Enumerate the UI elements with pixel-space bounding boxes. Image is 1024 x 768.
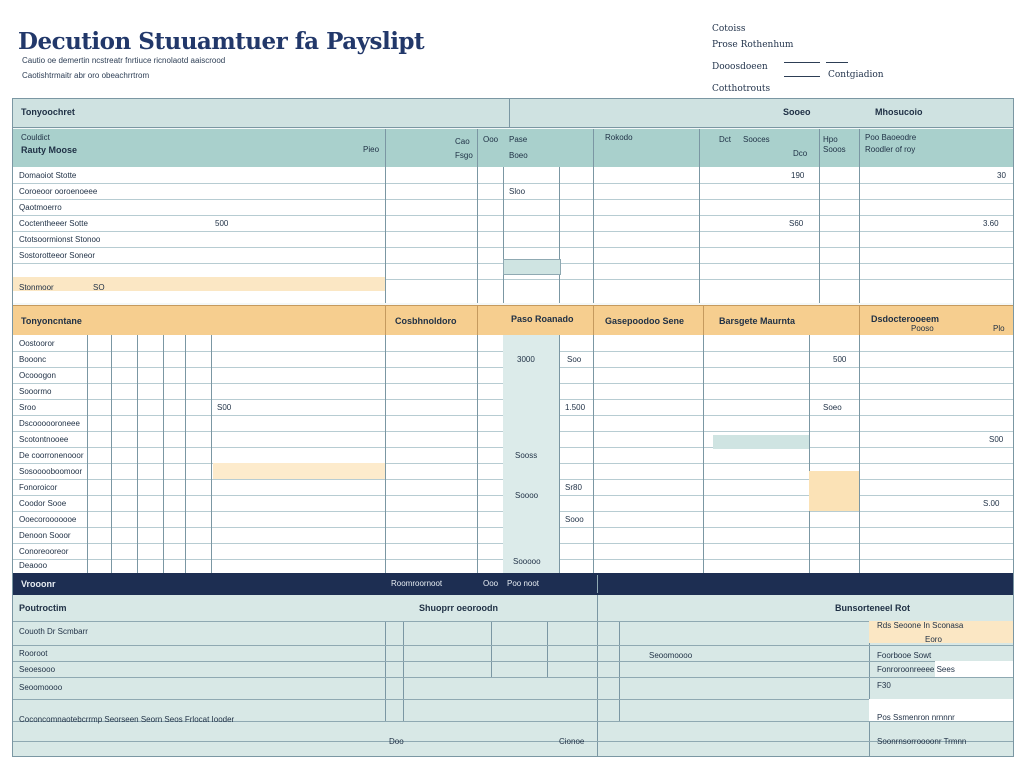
row-label-10: Sooormo	[19, 387, 52, 396]
amount-6: SO	[93, 283, 105, 292]
footer-right-2: Fonroroonreeee Sees	[877, 665, 955, 674]
footer-right-3: Foorbooe Sowt	[877, 651, 932, 660]
amount-18: S.00	[983, 499, 1000, 508]
amount-5: 30	[997, 171, 1006, 180]
row-label-12: Dscoooooroneee	[19, 419, 80, 428]
col-h-1a: Couldict	[21, 133, 50, 142]
navy-mid: Roomroornoot	[391, 579, 443, 588]
top-header-bar	[13, 99, 1013, 128]
row-label-17: Coodor Sooe	[19, 499, 67, 508]
amount-19: Sooooo	[513, 557, 541, 566]
right-label-1: Cotoiss	[712, 24, 746, 34]
footer-note: Coconcomnaotebcrrmp Seorseen Seorn Seos Frlocat Iooder	[19, 715, 235, 724]
subtitle-line-1: Cautio oe demertin ncstreatr fnrtiuce ricnolaotd aaiscrood	[22, 56, 226, 65]
col-h-6a: Hpo	[823, 135, 838, 144]
amount-10: 500	[833, 355, 847, 364]
footer-right-4: F30	[877, 681, 891, 690]
top-bar-right: Mhosucoio	[875, 107, 923, 117]
earnings-block	[13, 167, 1013, 303]
row-label-14: De coorronenooor	[19, 451, 84, 460]
row-label-5: Sostorotteeor Soneor	[19, 251, 96, 260]
orange-left: Tonyoncntane	[21, 316, 82, 326]
col-h-3b: Pase	[509, 135, 528, 144]
footer-right-0: Rds Seoone In Sconasa	[877, 621, 964, 630]
orange-mid1: Cosbhnoldoro	[395, 316, 457, 326]
row-label-9: Ocooogon	[19, 371, 56, 380]
col-h-6b: Sooos	[823, 145, 846, 154]
col-h-1b: Rauty Moose	[21, 145, 78, 155]
top-bar-mid: Sooeo	[783, 107, 811, 117]
footer-left-title: Poutroctim	[19, 603, 67, 613]
footer-right-1: Eoro	[925, 635, 942, 644]
row-label-2: Qaotmoerro	[19, 203, 62, 212]
footer-bottom-0: Doo	[389, 737, 404, 746]
top-bar-left: Tonyoochret	[21, 107, 75, 117]
row-label-18: Ooecorooooooe	[19, 515, 77, 524]
amount-16: Sooo	[565, 515, 584, 524]
right-label-4: Contgiadion	[828, 70, 884, 80]
amount-13: Sooss	[515, 451, 538, 460]
amount-14: Soooo	[515, 491, 539, 500]
footer-mid-title: Shuoprr oeoroodn	[419, 603, 498, 613]
col-h-5c: Dco	[793, 149, 808, 158]
document-title: Decution Stuuamtuer fa Payslipt	[18, 28, 425, 55]
right-label-2: Prose Rothenhum	[712, 40, 794, 50]
amount-3: S60	[789, 219, 804, 228]
summary-bar	[13, 573, 1013, 595]
orange-mid5: Dsdocterooeem	[871, 314, 940, 324]
footer-row-1: Rooroot	[19, 649, 48, 658]
row-label-1: Coroeoor ooroenoeee	[19, 187, 98, 196]
amount-17: S00	[989, 435, 1004, 444]
payslip-sheet	[12, 98, 1014, 757]
row-label-21: Deaooo	[19, 561, 48, 570]
row-label-4: Ctotsoormionst Stonoo	[19, 235, 101, 244]
deductions-header-bar	[13, 305, 1013, 337]
amount-11: 1.500	[565, 403, 586, 412]
row-label-7: Oostooror	[19, 339, 55, 348]
row-label-19: Denoon Sooor	[19, 531, 71, 540]
orange-mid2: Paso Roanado	[511, 314, 574, 324]
row-label-3: Coctentheeer Sotte	[19, 219, 88, 228]
right-label-5: Cotthotrouts	[712, 84, 771, 94]
col-h-7a: Poo Baoeodre	[865, 133, 917, 142]
footer-row-0: Couoth Dr Scmbarr	[19, 627, 88, 636]
navy-left: Vrooonr	[21, 579, 56, 589]
amount-9: Soo	[567, 355, 582, 364]
footer-bottom-1: Cionoe	[559, 737, 585, 746]
amount-12: Soeo	[823, 403, 842, 412]
amount-4: 3.60	[983, 219, 999, 228]
amount-2: 500	[215, 219, 229, 228]
footer-right-6: Soonrnsorroooonr Trmnn	[877, 737, 967, 746]
footer-summary	[13, 595, 1013, 756]
row-label-13: Scotontnooee	[19, 435, 69, 444]
orange-mid3: Gasepoodoo Sene	[605, 316, 685, 326]
footer-right-title: Bunsorteneel Rot	[835, 603, 911, 613]
col-h-4: Rokodo	[605, 133, 633, 142]
footer-row-3: Seoomoooo	[19, 683, 63, 692]
amount-0: 190	[791, 171, 805, 180]
subtitle-line-2: Caotishtrmaitr abr oro obeachrrtrom	[22, 71, 150, 80]
row-label-16: Fonoroicor	[19, 483, 58, 492]
amount-15: Sr80	[565, 483, 582, 492]
col-h-5b: Sooces	[743, 135, 770, 144]
navy-mid3: Poo noot	[507, 579, 540, 588]
right-label-3: Dooosdoeen	[712, 62, 768, 72]
row-label-11: Sroo	[19, 403, 36, 412]
col-h-3c: Boeo	[509, 151, 528, 160]
row-label-15: Sosooooboomoor	[19, 467, 83, 476]
col-h-1c: Pieo	[363, 145, 380, 154]
col-h-3a: Ooo	[483, 135, 499, 144]
row-label-8: Booonc	[19, 355, 47, 364]
row-label-20: Conoreooreor	[19, 547, 69, 556]
column-header-row	[13, 129, 1013, 168]
amount-1: Sloo	[509, 187, 526, 196]
deductions-block	[13, 335, 1013, 573]
orange-mid4: Barsgete Maurnta	[719, 316, 796, 326]
col-h-2b: Fsgo	[455, 151, 473, 160]
col-h-2a: Cao	[455, 137, 470, 146]
col-h-7b: Roodler of roy	[865, 145, 916, 154]
footer-right-5: Pos Ssmenron nrnnnr	[877, 713, 955, 722]
orange-mid6: Pooso	[911, 324, 934, 333]
footer-row-2: Seoesooo	[19, 665, 56, 674]
orange-right-val: Plo	[993, 324, 1005, 333]
amount-7: S00	[217, 403, 232, 412]
row-label-0: Domaoiot Stotte	[19, 171, 77, 180]
col-h-5a: Dct	[719, 135, 731, 144]
navy-mid2: Ooo	[483, 579, 499, 588]
footer-mid-row: Seoomoooo	[649, 651, 693, 660]
row-label-6: Stonmoor	[19, 283, 54, 292]
amount-8: 3000	[517, 355, 535, 364]
